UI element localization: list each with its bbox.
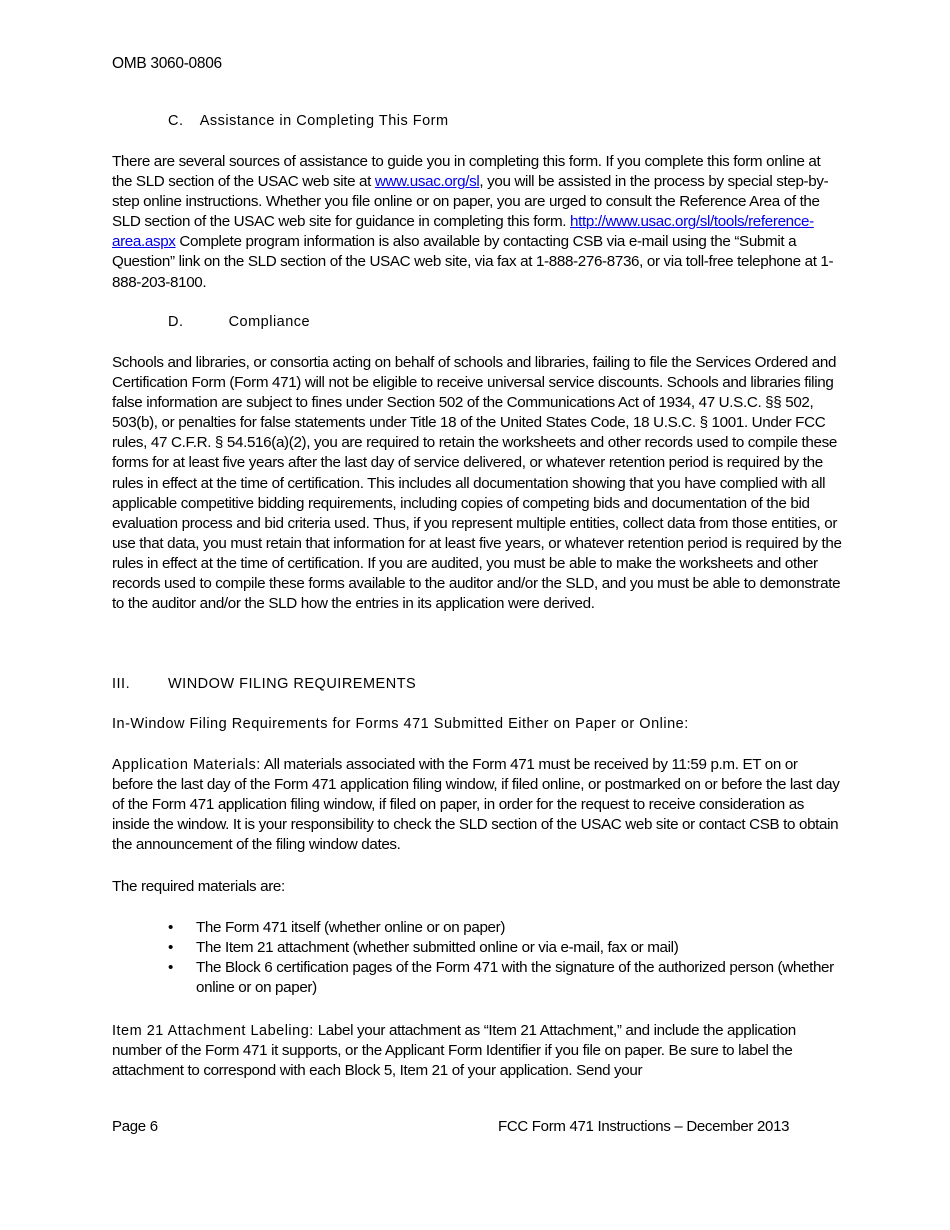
list-item-text: The Item 21 attachment (whether submitted online or via e-mail, fax or mail): [196, 939, 679, 957]
application-materials-paragraph: [112, 755, 842, 855]
footer-page-number: Page 6: [112, 1118, 158, 1135]
list-item: [112, 938, 842, 958]
compliance-text: Schools and libraries, or consortia acting on behalf of schools and libraries, failing to file the Services Ordered and Certification Form (Form 471) will not be eligible to receive universal service discounts. Schools and libraries filing false information are subject to fines under Section 502 of the Communications Act of 1934, 47 U.S.C. §§ 502, 503(b), or penalties for false statements under Title 18 of the United States Code, 18 U.S.C. § 1001. Under FCC rules, 47 C.F.R. § 54.516(a)(2), you are required to retain the worksheets and other records used to compile these forms for at least five years after the last day of service delivered, or whatever retention period is required by the rules in effect at the time of certification. This includes all documentation showing that you have complied with all applicable competitive bidding requirements, including copies of competing bids and documentation of the bid evaluation process and bid criteria used. Thus, if you represent multiple entities, collect data from those entities, or use that data, you must retain that information for at least five years, or whatever retention period is required by the rules in effect at the time of certification. If you are audited, you must be able to make the worksheets and other records used to compile these forms available to the auditor and/or the SLD, and you must be able to demonstrate to the auditor and/or the SLD how the entries in its application were derived.: [112, 354, 842, 613]
section-iii-title: WINDOW FILING REQUIREMENTS: [168, 676, 417, 692]
section-c-paragraph: [112, 152, 842, 293]
section-c-heading: [112, 113, 842, 129]
list-item-text: The Form 471 itself (whether online or on paper): [196, 919, 506, 936]
usac-sl-link[interactable]: www.usac.org/sl: [374, 173, 480, 191]
section-d-title: Compliance: [228, 314, 311, 330]
section-d-heading: [112, 314, 842, 330]
list-item-text: The Block 6 certification pages of the Form 471 with the signature of the authorized person (whether online or on paper): [196, 959, 834, 997]
required-intro-text: The required materials are:: [112, 878, 285, 895]
item21-label: Item 21 Attachment Labeling:: [112, 1023, 314, 1039]
bullet-icon: •: [168, 919, 173, 936]
application-materials-label: Application Materials:: [112, 757, 261, 773]
section-c-text-1: There are several sources of assistance to guide you in completing this form. If you complete this form online at the SLD section of the USAC web site at: [112, 153, 821, 191]
omb-number: OMB 3060-0806: [112, 55, 222, 72]
section-c-text-2: , you will be assisted in the process by special step-by-step online instructions. Whether you file online or on paper, you are urged to consult the Reference Area of the SLD section of the USAC web site for guidance in completing this form.: [112, 173, 829, 231]
section-iii-heading: [112, 676, 842, 692]
application-materials-text: All materials associated with the Form 471 must be received by 11:59 p.m. ET on or before the last day of the Form 471 application filing window, if filed online, or postmarked on or before the last day of the Form 471 application filing window, if filed on paper, in order for the request to receive consideration as inside the window. It is your responsibility to check the SLD section of the USAC web site or contact CSB to obtain the announcement of the filing window dates.: [112, 756, 840, 854]
required-materials-intro: [112, 877, 842, 897]
in-window-subheading: In-Window Filing Requirements for Forms 471 Submitted Either on Paper or Online:: [112, 716, 689, 732]
required-materials-list: [112, 918, 842, 998]
section-iii-subheading: [112, 716, 842, 732]
section-iii-numeral: III.: [112, 676, 131, 692]
section-c-text-3: Complete program information is also available by contacting CSB via e-mail using the “Submit a Question” link on the SLD section of the USAC web site, via fax at 1-888-276-8736, or via toll-free telephone at 1-888-203-8100.: [112, 233, 834, 291]
item21-paragraph: [112, 1021, 842, 1081]
list-item: [112, 918, 842, 938]
section-c-title: Assistance in Completing This Form: [199, 113, 449, 129]
reference-area-link[interactable]: http://www.usac.org/sl/tools/reference-area.aspx: [112, 213, 814, 251]
bullet-icon: •: [168, 959, 173, 977]
item21-text: Label your attachment as “Item 21 Attachment,” and include the application number of the Form 471 it supports, or the Applicant Form Identifier if you file on paper. Be sure to label the attachment to correspond with each Block 5, Item 21 of your application. Send your: [112, 1022, 796, 1080]
section-c-letter: C.: [168, 113, 184, 129]
section-d-paragraph: [112, 353, 842, 614]
section-d-letter: D.: [168, 314, 184, 330]
list-item: [112, 958, 842, 998]
footer-document-title: FCC Form 471 Instructions – December 2013: [498, 1118, 790, 1135]
bullet-icon: •: [168, 939, 173, 957]
